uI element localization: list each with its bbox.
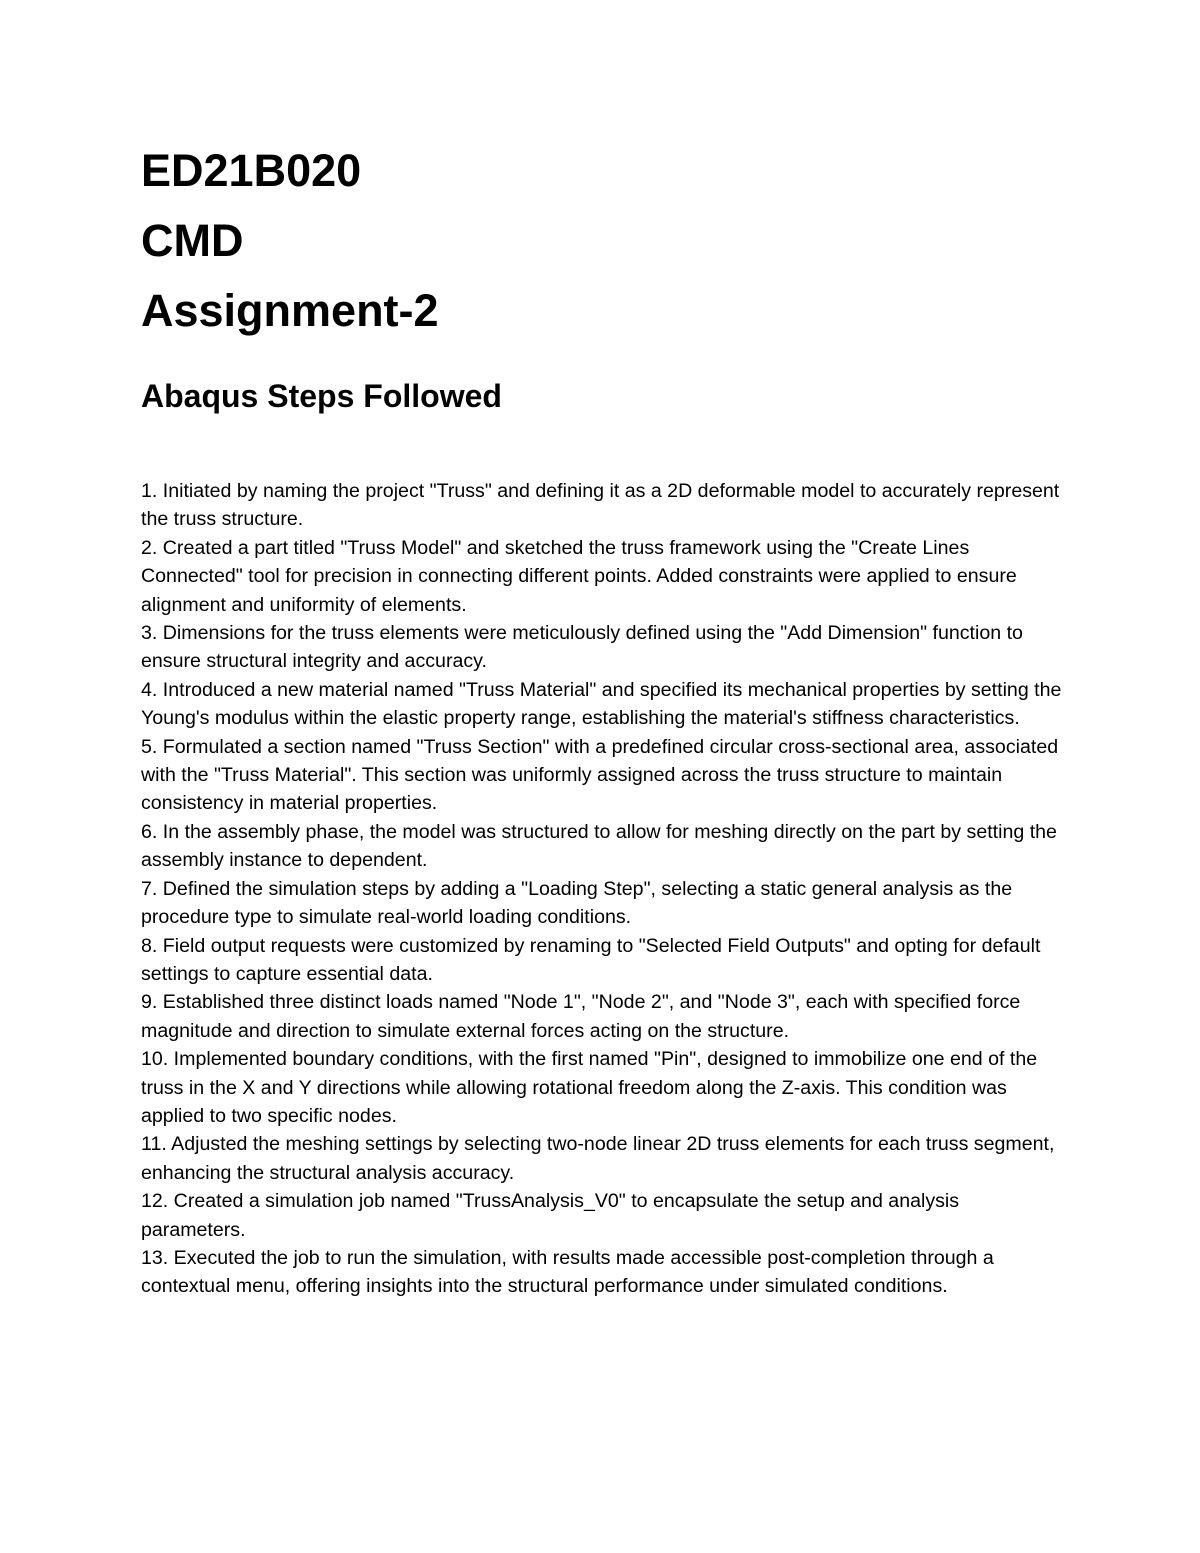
step-item: 6. In the assembly phase, the model was structured to allow for meshing directly on the part by setting the assembly instance to dependent.	[141, 820, 1057, 872]
step-item: 12. Created a simulation job named "TrussAnalysis_V0" to encapsulate the setup and analysis parameters.	[141, 1190, 960, 1241]
step-item: 8. Field output requests were customized by renaming to "Selected Field Outputs" and opting for default settings to capture essential data.	[141, 934, 1041, 985]
steps-list	[141, 477, 1066, 1301]
section-heading: Abaqus Steps Followed	[141, 378, 502, 414]
step-item: 1. Initiated by naming the project "Truss" and defining it as a 2D deformable model to accurately represent the truss structure.	[141, 480, 1060, 531]
step-item: 9. Established three distinct loads named "Node 1", "Node 2", and "Node 3", each with specified force magnitude and direction to simulate external forces acting on the structure.	[141, 991, 1021, 1042]
step-item: 10. Implemented boundary conditions, with the first named "Pin", designed to immobilize one end of the truss in the X and Y directions while allowing rotational freedom along the Z-axis. This condition was applied to two specific nodes.	[141, 1048, 1038, 1127]
assignment-title: Assignment-2	[141, 285, 439, 336]
course-name: CMD	[141, 215, 244, 266]
step-item: 2. Created a part titled "Truss Model" and sketched the truss framework using the "Create Lines Connected" tool for precision in connecting different points. Added constraints were applied to ensure alignment and uniformity of elements.	[141, 536, 1017, 616]
step-item: 5. Formulated a section named "Truss Section" with a predefined circular cross-sectional area, associated with the "Truss Material". This section was uniformly assigned across the truss structure to maintain consistency in material properties.	[141, 735, 1059, 815]
step-item: 4. Introduced a new material named "Truss Material" and specified its mechanical properties by setting the Young's modulus within the elastic property range, establishing the material's stiffness characteristics.	[141, 678, 1062, 730]
step-item: 11. Adjusted the meshing settings by selecting two-node linear 2D truss elements for each truss segment, enhancing the structural analysis accuracy.	[141, 1133, 1055, 1184]
student-id: ED21B020	[141, 145, 362, 196]
step-item: 13. Executed the job to run the simulation, with results made accessible post-completion through a contextual menu, offering insights into the structural performance under simulated conditions.	[141, 1246, 994, 1298]
step-item: 3. Dimensions for the truss elements were meticulously defined using the "Add Dimension" function to ensure structural integrity and accuracy.	[141, 622, 1023, 673]
step-item: 7. Defined the simulation steps by adding a "Loading Step", selecting a static general analysis as the procedure type to simulate real-world loading conditions.	[141, 877, 1013, 929]
title-block	[141, 136, 439, 346]
